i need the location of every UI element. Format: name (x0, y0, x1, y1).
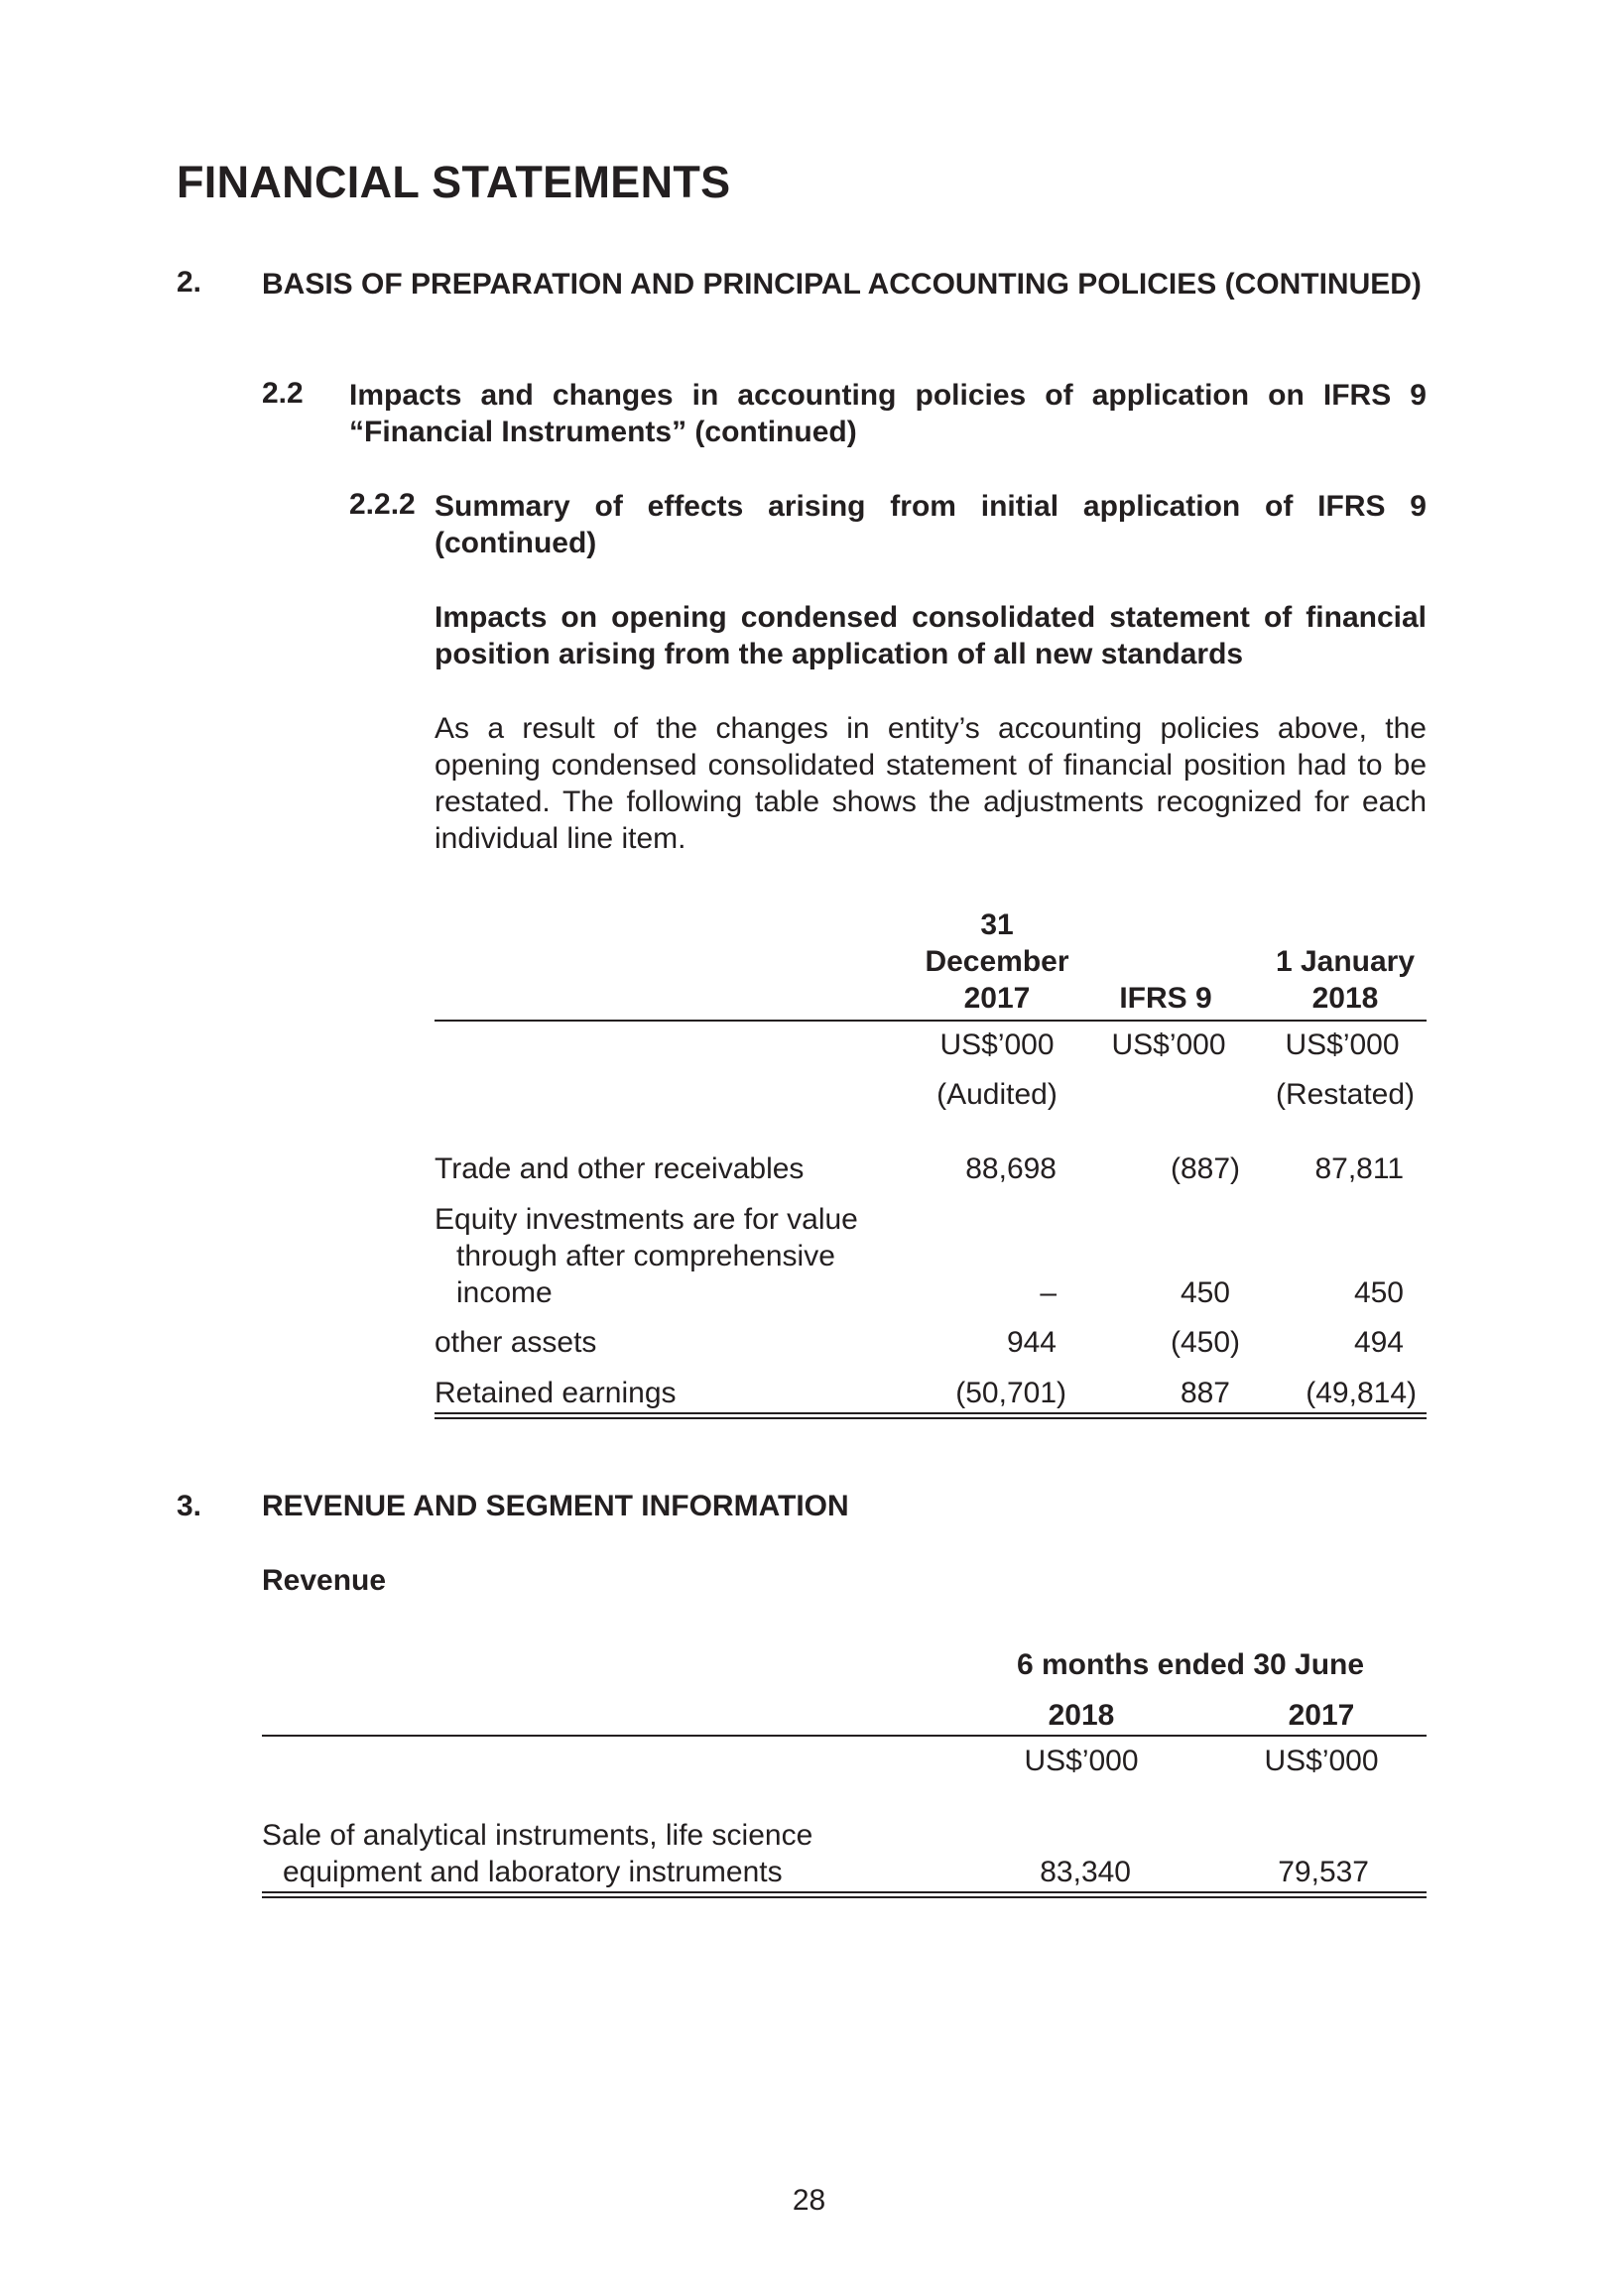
table2-year-2017: 2017 (1288, 1699, 1355, 1732)
subsection-2-2-number: 2.2 (262, 377, 304, 410)
table2-group-header: 6 months ended 30 June (1016, 1648, 1365, 1681)
table2-row-value-2017: 79,537 (1278, 1856, 1369, 1888)
table1-total-rule (435, 1412, 1427, 1419)
row2-col2-value: 450 (1180, 1276, 1230, 1309)
table2-header-rule (262, 1735, 1427, 1737)
table2-row-value-2018: 83,340 (1040, 1856, 1131, 1888)
col3-note: (Restated) (1275, 1078, 1416, 1111)
section-3-number: 3. (177, 1490, 202, 1522)
col1-note: (Audited) (936, 1078, 1058, 1111)
section-3-title: REVENUE AND SEGMENT INFORMATION (262, 1490, 849, 1522)
col3-header-line2: 1 January (1275, 945, 1416, 978)
subsection-2-2-2-number: 2.2.2 (349, 488, 416, 521)
col3-header-line3: 2018 (1311, 982, 1379, 1015)
revenue-subheading: Revenue (262, 1564, 387, 1597)
row3-col3-value: 494 (1353, 1326, 1404, 1359)
col1-header-line2: December (925, 945, 1069, 978)
page-number: 28 (792, 2184, 826, 2217)
table2-unit-2017: US$’000 (1264, 1745, 1379, 1777)
table2-row-label-line2: equipment and laboratory instruments (283, 1856, 783, 1888)
col1-header-line3: 2017 (963, 982, 1031, 1015)
row4-col3-value: (49,814) (1306, 1377, 1417, 1409)
row1-col3-value: 87,811 (1314, 1152, 1404, 1185)
row1-col1-value: 88,698 (965, 1152, 1057, 1185)
row3-label: other assets (435, 1326, 597, 1359)
row4-col1-value: (50,701) (955, 1377, 1066, 1409)
col3-unit: US$’000 (1285, 1028, 1400, 1061)
row1-label: Trade and other receivables (435, 1152, 805, 1185)
row2-label-line3: income (456, 1276, 553, 1309)
row2-label-line2: through after comprehensive (456, 1240, 835, 1272)
impacts-heading: Impacts on opening condensed consolidated statement of financial position arising from the application of all new standards (435, 601, 1427, 670)
row2-label-line1: Equity investments are for value (435, 1203, 858, 1236)
subsection-2-2-2-title: Summary of effects arising from initial application of IFRS 9 (continued) (435, 490, 1427, 559)
col2-unit: US$’000 (1111, 1028, 1226, 1061)
impacts-paragraph: As a result of the changes in entity’s accounting policies above, the opening condensed consolidated statement of financial position had to be restated. The following table shows the adjustments recognized for each individual line item. (435, 712, 1427, 855)
col1-header-line1: 31 (980, 908, 1014, 941)
col1-unit: US$’000 (939, 1028, 1055, 1061)
row3-col2-value: (450) (1170, 1326, 1240, 1359)
row4-col2-value: 887 (1180, 1377, 1230, 1409)
row2-col3-value: 450 (1353, 1276, 1404, 1309)
table2-total-rule (262, 1891, 1427, 1898)
subsection-2-2-title: Impacts and changes in accounting policies of application on IFRS 9 “Financial Instruments” (continued) (349, 379, 1427, 448)
table2-year-2018: 2018 (1048, 1699, 1115, 1732)
col2-header: IFRS 9 (1119, 982, 1212, 1015)
row2-col1-value: – (1040, 1276, 1057, 1309)
row3-col1-value: 944 (1006, 1326, 1057, 1359)
table2-unit-2018: US$’000 (1024, 1745, 1139, 1777)
row4-label: Retained earnings (435, 1377, 677, 1409)
table1-header-rule (435, 1020, 1427, 1022)
table2-row-label-line1: Sale of analytical instruments, life science (262, 1819, 813, 1852)
section-2-number: 2. (177, 266, 202, 299)
page-title: FINANCIAL STATEMENTS (177, 157, 731, 207)
section-2-title: BASIS OF PREPARATION AND PRINCIPAL ACCOUNTING POLICIES (CONTINUED) (262, 268, 1422, 301)
row1-col2-value: (887) (1170, 1152, 1240, 1185)
